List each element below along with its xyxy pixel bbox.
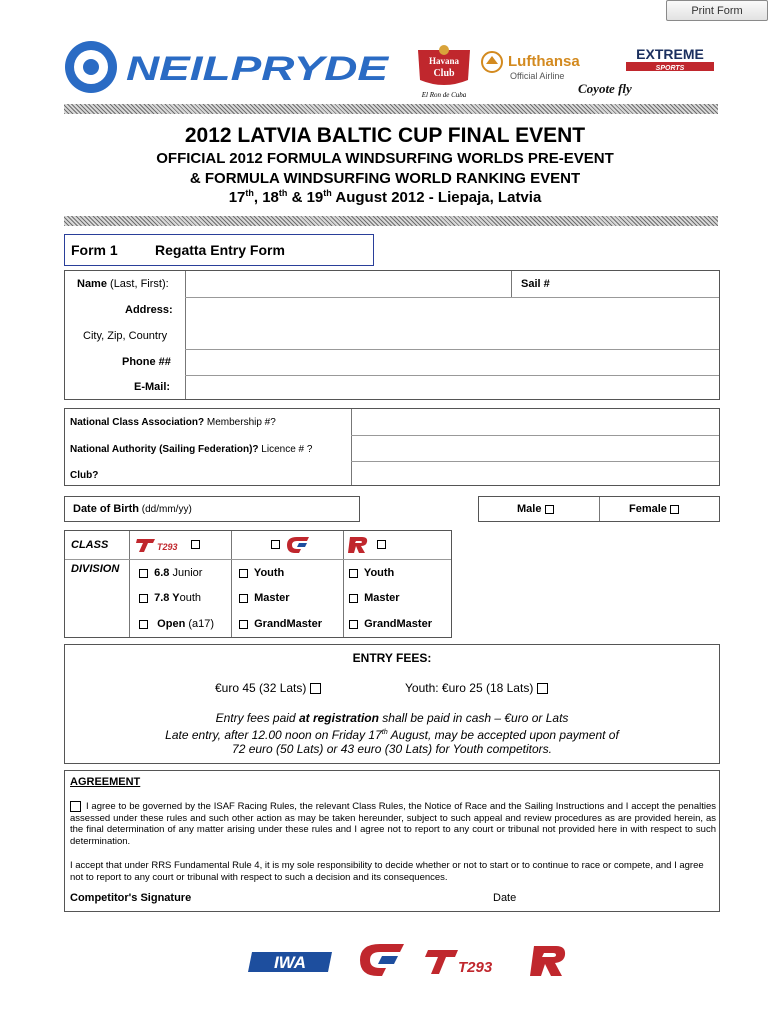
city-zip-country-label: City, Zip, Country bbox=[83, 330, 168, 342]
raceboard-youth-option: Youth bbox=[349, 567, 394, 579]
havana-bottom-text: Club bbox=[433, 68, 455, 79]
raceboard-grandmaster-checkbox[interactable] bbox=[349, 620, 358, 629]
division-label: DIVISION bbox=[71, 563, 120, 575]
formula-youth-checkbox[interactable] bbox=[239, 569, 248, 578]
female-label: Female bbox=[629, 503, 679, 515]
iwa-text: IWA bbox=[273, 953, 307, 972]
formula-grandmaster-checkbox[interactable] bbox=[239, 620, 248, 629]
division-youth-t293-option: 7.8 Youth bbox=[139, 592, 201, 604]
junior-checkbox[interactable] bbox=[139, 569, 148, 578]
form-number: Form 1 bbox=[71, 242, 118, 258]
address-input[interactable] bbox=[187, 299, 717, 347]
address-label: Address: bbox=[125, 304, 173, 316]
entry-fees-section bbox=[64, 644, 720, 764]
havana-tagline: El Ron de Cuba bbox=[421, 91, 467, 99]
raceboard-master-checkbox[interactable] bbox=[349, 594, 358, 603]
lufthansa-wordmark: Lufthansa bbox=[508, 53, 580, 70]
raceboard-youth-checkbox[interactable] bbox=[349, 569, 358, 578]
club-input[interactable] bbox=[353, 463, 717, 483]
entry-fees-terms: Entry fees paid at registration shall be paid in cash – €uro or Lats Late entry, after 12.00 noon on Friday 17th August, may be accepted upon payment of 72 euro (50 Lats) or 43 euro (30 Lats) for Youth competitors. bbox=[165, 711, 619, 756]
havana-top-text: Havana bbox=[428, 56, 460, 66]
phone-input[interactable] bbox=[187, 351, 717, 373]
agreement-checkbox[interactable] bbox=[70, 801, 81, 812]
t293-footer-logo bbox=[424, 948, 500, 981]
name-input[interactable] bbox=[187, 273, 509, 295]
date-label: Date bbox=[493, 892, 517, 904]
membership-number-input[interactable] bbox=[353, 411, 717, 433]
havana-club-logo bbox=[412, 44, 476, 100]
formula-logo bbox=[283, 536, 313, 559]
gender-box bbox=[478, 496, 720, 522]
club-label: Club? bbox=[70, 470, 99, 481]
competitor-signature-label: Competitor's Signature bbox=[70, 892, 192, 904]
raceboard-master-option: Master bbox=[349, 592, 400, 604]
entry-fees-heading: ENTRY FEES: bbox=[352, 651, 432, 665]
event-dates: 17th, 18th & 19th August 2012 - Liepaja, Latvia bbox=[228, 188, 542, 206]
event-title: 2012 LATVIA BALTIC CUP FINAL EVENT bbox=[184, 124, 586, 147]
national-class-association-label: National Class Association? Membership #? bbox=[70, 417, 276, 428]
agreement-heading: AGREEMENT bbox=[70, 776, 141, 788]
form-name: Regatta Entry Form bbox=[155, 242, 285, 258]
date-field[interactable] bbox=[525, 887, 715, 907]
raceboard-class-checkbox[interactable] bbox=[377, 540, 386, 549]
male-label: Male bbox=[517, 503, 554, 515]
raceboard-footer-logo bbox=[528, 944, 568, 983]
open-checkbox[interactable] bbox=[139, 620, 148, 629]
name-label: Name (Last, First): bbox=[77, 278, 169, 290]
neilpryde-wordmark: NEILPRYDE bbox=[126, 50, 390, 88]
youth-t293-checkbox[interactable] bbox=[139, 594, 148, 603]
formula-footer-logo bbox=[352, 942, 406, 983]
raceboard-logo bbox=[347, 536, 369, 559]
euro-fee-option: €uro 45 (32 Lats) bbox=[215, 681, 321, 695]
date-of-birth-label: Date of Birth (dd/mm/yy) bbox=[73, 503, 192, 515]
formula-youth-option: Youth bbox=[239, 567, 284, 579]
t293-footer-text: T293 bbox=[458, 959, 493, 976]
date-of-birth-input[interactable] bbox=[235, 499, 355, 519]
formula-master-option: Master bbox=[239, 592, 290, 604]
female-checkbox[interactable] bbox=[670, 505, 679, 514]
extreme-sub: SPORTS bbox=[655, 65, 685, 72]
event-subtitle-1: OFFICIAL 2012 FORMULA WINDSURFING WORLDS PRE-EVENT bbox=[156, 150, 614, 167]
email-input[interactable] bbox=[187, 377, 717, 397]
date-of-birth-box bbox=[64, 496, 360, 522]
class-label: CLASS bbox=[71, 539, 109, 551]
division-junior-option: 6.8 Junior bbox=[139, 567, 202, 579]
agreement-section bbox=[64, 770, 720, 912]
formula-class-checkbox[interactable] bbox=[271, 540, 280, 549]
phone-label: Phone ## bbox=[122, 356, 171, 368]
signature-field[interactable] bbox=[205, 887, 475, 907]
event-subtitle-2: & FORMULA WINDSURFING WORLD RANKING EVENT bbox=[189, 170, 581, 187]
t293-class-option bbox=[135, 537, 179, 558]
t293-logo bbox=[135, 537, 179, 553]
extreme-wordmark: EXTREME bbox=[636, 46, 704, 62]
youth-fee-option: Youth: €uro 25 (18 Lats) bbox=[405, 681, 548, 695]
male-checkbox[interactable] bbox=[545, 505, 554, 514]
divider-bar-bottom bbox=[64, 216, 718, 226]
sail-number-label: Sail # bbox=[521, 278, 550, 290]
licence-number-input[interactable] bbox=[353, 437, 717, 459]
formula-grandmaster-option: GrandMaster bbox=[239, 618, 322, 630]
youth-fee-checkbox[interactable] bbox=[537, 683, 548, 694]
t293-class-checkbox[interactable] bbox=[191, 540, 200, 549]
agreement-text-1: I agree to be governed by the ISAF Racing Rules, the relevant Class Rules, the Notice of Race and the Sailing Instructions and I accept the penalties assessed under these rules and such other action as may be taken hereunder, subject to such appeal and review procedures as are provided herein, as the final determination of any matter arising under these rules and I agree not to report to any court or tribunal not provided here in with respect to such determination. bbox=[70, 801, 716, 847]
email-label: E-Mail: bbox=[134, 381, 171, 393]
form-title-box bbox=[64, 234, 374, 266]
lufthansa-sub: Official Airline bbox=[510, 71, 565, 81]
divider-bar-top bbox=[64, 104, 718, 114]
agreement-text-2: I accept that under RRS Fundamental Rule 4, it is my sole responsibility to decide whether or not to start or to continue to race or compete, and I agree not to report to any court or tribunal with respect to such a decision and its consequences. bbox=[70, 860, 704, 883]
coyote-wordmark: Coyote fly bbox=[578, 81, 632, 96]
extreme-sports-logo bbox=[624, 46, 716, 74]
euro-fee-checkbox[interactable] bbox=[310, 683, 321, 694]
class-division-section bbox=[64, 530, 452, 638]
sail-number-input[interactable] bbox=[557, 273, 717, 295]
national-authority-label: National Authority (Sailing Federation)? Licence # ? bbox=[70, 444, 313, 455]
membership-section bbox=[64, 408, 720, 486]
division-open-option: Open (a17) bbox=[139, 618, 214, 630]
personal-info-section bbox=[64, 270, 720, 400]
neilpryde-logo bbox=[64, 40, 394, 96]
t293-mark-text: T293 bbox=[157, 542, 178, 552]
coyote-fly-logo bbox=[576, 76, 640, 100]
iwa-logo bbox=[248, 948, 334, 981]
print-form-button[interactable]: Print Form bbox=[666, 0, 768, 21]
raceboard-grandmaster-option: GrandMaster bbox=[349, 618, 432, 630]
formula-master-checkbox[interactable] bbox=[239, 594, 248, 603]
